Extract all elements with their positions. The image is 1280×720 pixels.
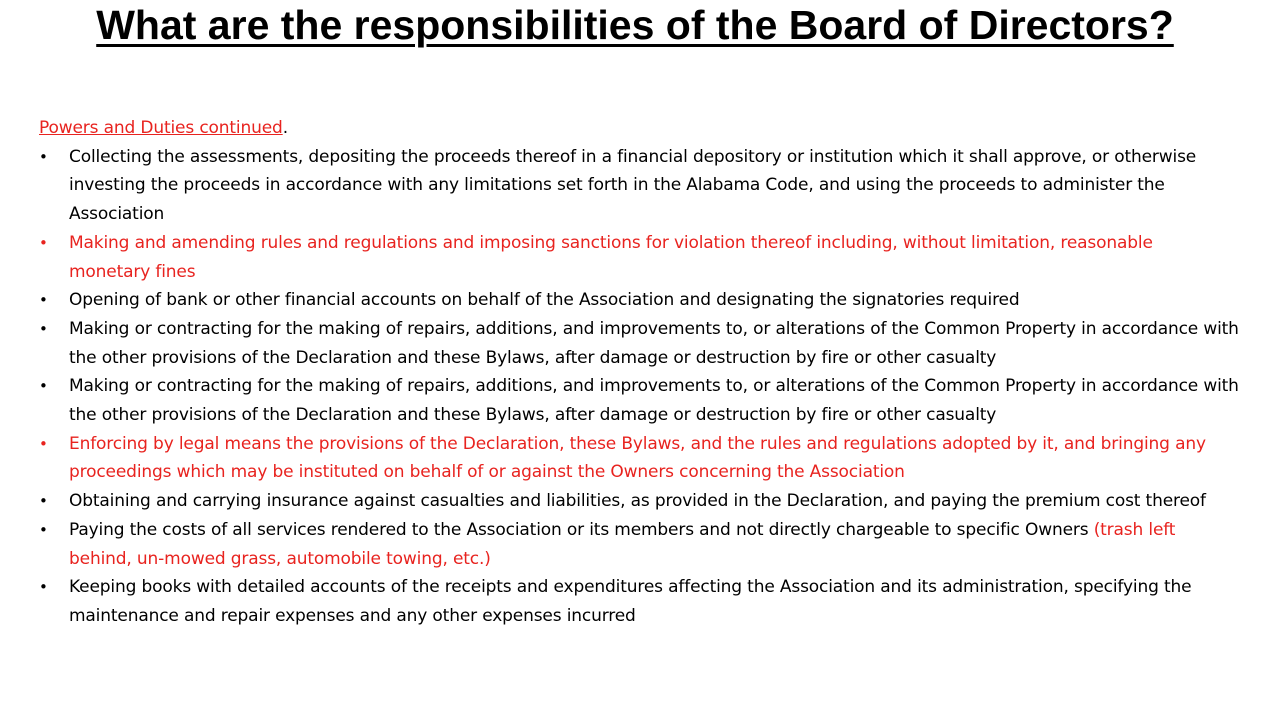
bullet-dot-icon: • <box>39 520 48 539</box>
slide-body <box>39 114 1239 631</box>
slide-title: What are the responsibilities of the Board of Directors? <box>96 2 1174 48</box>
bullet-dot-icon: • <box>39 291 48 310</box>
list-item-text: Obtaining and carrying insurance against casualties and liabilities, as provided in the Declaration, and paying the premium cost thereof <box>69 491 1206 512</box>
bullet-dot-icon: • <box>39 147 48 166</box>
list-item-text: Making and amending rules and regulations and imposing sanctions for violation thereof including, without limitation, reasonable monetary fines <box>69 232 1153 282</box>
intro-line <box>39 114 1239 143</box>
bullet-dot-icon: • <box>39 578 48 597</box>
list-item-insurance <box>39 487 1239 516</box>
list-item-text: Opening of bank or other financial accounts on behalf of the Association and designating the signatories required <box>69 290 1020 311</box>
list-item-repairs-2 <box>39 372 1239 429</box>
list-item-rules-regulations <box>39 229 1239 286</box>
list-item-text: Making or contracting for the making of repairs, additions, and improvements to, or alterations of the Common Property in accordance with the other provisions of the Declaration and these Bylaws, after damage or destruction by fire or other casualty <box>69 376 1239 426</box>
list-item-red-note: (trash left behind, un-mowed grass, automobile towing, etc.) <box>69 519 1176 569</box>
list-item-repairs-1 <box>39 315 1239 372</box>
powers-duties-link[interactable]: Powers and Duties continued <box>39 118 283 138</box>
list-item-text: Making or contracting for the making of repairs, additions, and improvements to, or alterations of the Common Property in accordance with the other provisions of the Declaration and these Bylaws, after damage or destruction by fire or other casualty <box>69 318 1239 368</box>
list-item-enforcing <box>39 430 1239 487</box>
bullet-dot-icon: • <box>39 319 48 338</box>
bullet-dot-icon: • <box>39 233 48 252</box>
list-item-text: Enforcing by legal means the provisions of the Declaration, these Bylaws, and the rules and regulations adopted by it, and bringing any proceedings which may be instituted on behalf of or against the Owners concerning the Association <box>69 433 1206 483</box>
list-item-text: Keeping books with detailed accounts of the receipts and expenditures affecting the Association and its administration, specifying the maintenance and repair expenses and any other expenses incurred <box>69 577 1192 626</box>
duties-list <box>39 143 1239 631</box>
bullet-dot-icon: • <box>39 492 48 511</box>
list-item-paying-costs <box>39 516 1239 573</box>
list-item-bank-accounts <box>39 286 1239 315</box>
list-item-text: Paying the costs of all services rendered to the Association or its members and not directly chargeable to specific Owners <box>69 519 1094 540</box>
bullet-dot-icon: • <box>39 434 48 453</box>
list-item-collecting-assessments <box>39 143 1239 229</box>
list-item-keeping-books <box>39 573 1239 630</box>
bullet-dot-icon: • <box>39 377 48 396</box>
list-item-text: Collecting the assessments, depositing the proceeds thereof in a financial depository or institution which it shall approve, or otherwise investing the proceeds in accordance with any limitations set forth in the Alabama Code, and using the proceeds to administer the Association <box>69 146 1197 225</box>
intro-period: . <box>282 118 288 138</box>
